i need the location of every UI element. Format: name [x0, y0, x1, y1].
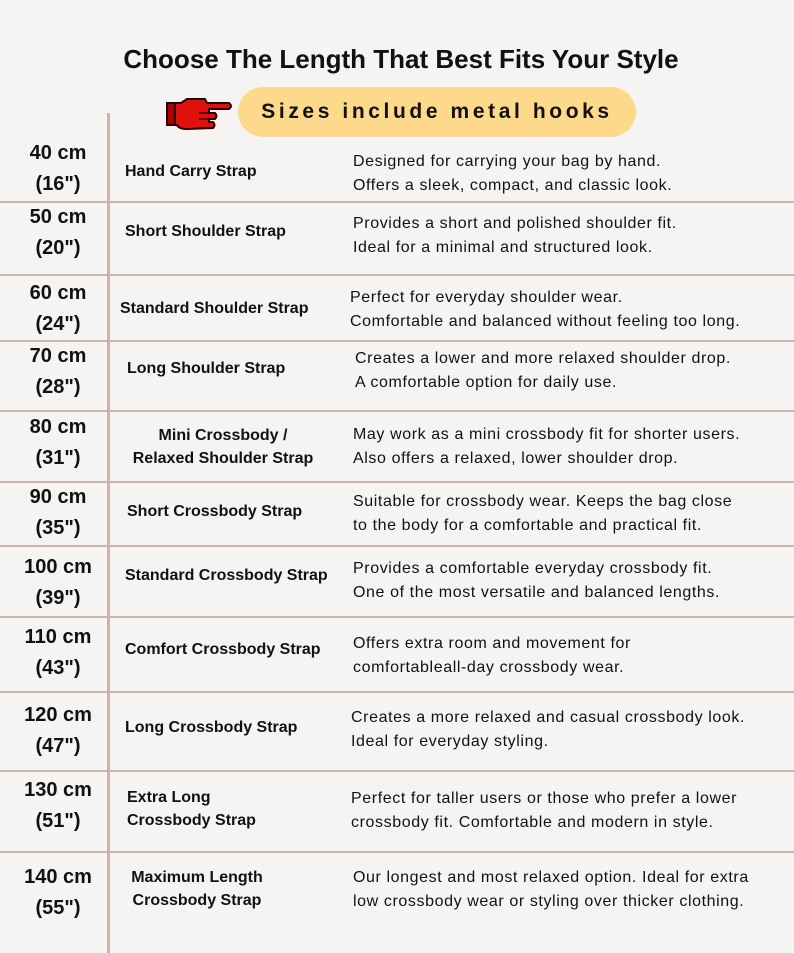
- strap-description: [353, 423, 740, 471]
- description-line: One of the most versatile and balanced lengths.: [353, 584, 721, 601]
- length-cm: 120 cm: [24, 704, 92, 726]
- length-inch: (20"): [35, 237, 81, 259]
- strap-length: [0, 622, 116, 684]
- row-divider: [0, 274, 794, 276]
- description-line: Designed for carrying your bag by hand.: [353, 153, 662, 170]
- strap-description: [355, 347, 731, 395]
- length-cm: 130 cm: [24, 779, 92, 801]
- description-line: Ideal for a minimal and structured look.: [353, 239, 653, 256]
- length-cm: 90 cm: [29, 486, 87, 508]
- length-inch: (39"): [35, 587, 81, 609]
- hooks-badge: Sizes include metal hooks: [238, 87, 636, 137]
- length-cm: 110 cm: [24, 626, 92, 648]
- strap-length: [0, 775, 116, 837]
- row-divider: [0, 545, 794, 547]
- strap-length: [0, 862, 116, 924]
- strap-description: [353, 212, 677, 260]
- strap-name: [127, 424, 319, 470]
- row-divider: [0, 481, 794, 483]
- length-inch: (35"): [35, 517, 81, 539]
- description-line: Creates a more relaxed and casual crossbody look.: [351, 709, 746, 726]
- description-line: Ideal for everyday styling.: [351, 733, 549, 750]
- strap-description: [353, 632, 631, 680]
- strap-name-line: Comfort Crossbody Strap: [125, 641, 321, 658]
- pointing-hand-icon: [165, 95, 233, 133]
- strap-name-line: Mini Crossbody /: [158, 427, 288, 444]
- strap-name: [125, 638, 321, 661]
- description-line: Offers a sleek, compact, and classic look.: [353, 177, 673, 194]
- description-line: Perfect for taller users or those who prefer a lower: [351, 790, 738, 807]
- strap-name-line: Crossbody Strap: [132, 892, 262, 909]
- description-line: Also offers a relaxed, lower shoulder drop.: [353, 450, 679, 467]
- description-line: Provides a short and polished shoulder fit.: [353, 215, 677, 232]
- length-inch: (43"): [35, 657, 81, 679]
- strap-length: [0, 202, 116, 264]
- strap-name-line: Standard Crossbody Strap: [125, 567, 328, 584]
- row-divider: [0, 616, 794, 618]
- strap-name-line: Maximum Length: [131, 869, 263, 886]
- length-cm: 40 cm: [29, 142, 87, 164]
- strap-name: [127, 500, 302, 523]
- length-inch: (47"): [35, 735, 81, 757]
- description-line: to the body for a comfortable and practical fit.: [353, 517, 702, 534]
- strap-name-line: Hand Carry Strap: [125, 163, 257, 180]
- description-line: May work as a mini crossbody fit for shorter users.: [353, 426, 741, 443]
- strap-description: [353, 150, 672, 198]
- strap-description: [350, 286, 740, 334]
- length-cm: 100 cm: [24, 556, 92, 578]
- strap-name-line: Crossbody Strap: [127, 812, 256, 829]
- strap-name: [127, 786, 256, 832]
- strap-name-line: Long Shoulder Strap: [127, 360, 286, 377]
- length-inch: (31"): [35, 447, 81, 469]
- description-line: crossbody fit. Comfortable and modern in style.: [351, 814, 714, 831]
- strap-name: [127, 866, 267, 912]
- page-title: Choose The Length That Best Fits Your Style: [123, 44, 679, 74]
- strap-description: [351, 706, 745, 754]
- strap-length: [0, 138, 116, 200]
- description-line: Creates a lower and more relaxed shoulder drop.: [355, 350, 731, 367]
- strap-name-line: Extra Long: [127, 789, 211, 806]
- description-line: low crossbody wear or styling over thicker clothing.: [353, 893, 745, 910]
- strap-description: [353, 557, 720, 605]
- row-divider: [0, 410, 794, 412]
- length-cm: 70 cm: [29, 345, 87, 367]
- row-divider: [0, 691, 794, 693]
- strap-name-line: Short Shoulder Strap: [125, 223, 286, 240]
- description-line: A comfortable option for daily use.: [355, 374, 618, 391]
- length-inch: (28"): [35, 376, 81, 398]
- length-cm: 140 cm: [24, 866, 92, 888]
- description-line: Provides a comfortable everyday crossbody fit.: [353, 560, 713, 577]
- strap-length: [0, 412, 116, 474]
- description-line: comfortableall-day crossbody wear.: [353, 659, 625, 676]
- strap-name: [125, 160, 257, 183]
- strap-length: [0, 278, 116, 340]
- strap-description: [353, 490, 732, 538]
- length-cm: 60 cm: [29, 282, 87, 304]
- description-line: Our longest and most relaxed option. Ideal for extra: [353, 869, 749, 886]
- description-line: Offers extra room and movement for: [353, 635, 631, 652]
- strap-name: [125, 564, 328, 587]
- strap-length: [0, 700, 116, 762]
- strap-name-line: Relaxed Shoulder Strap: [132, 450, 314, 467]
- strap-name: [127, 357, 285, 380]
- length-cm: 50 cm: [29, 206, 87, 228]
- strap-name: [125, 716, 297, 739]
- length-inch: (51"): [35, 810, 81, 832]
- strap-length: [0, 482, 116, 544]
- strap-length: [0, 552, 116, 614]
- strap-name: [125, 220, 286, 243]
- strap-description: [351, 787, 737, 835]
- length-inch: (16"): [35, 173, 81, 195]
- length-cm: 80 cm: [29, 416, 87, 438]
- strap-name-line: Standard Shoulder Strap: [120, 300, 309, 317]
- length-inch: (24"): [35, 313, 81, 335]
- row-divider: [0, 851, 794, 853]
- description-line: Suitable for crossbody wear. Keeps the bag close: [353, 493, 733, 510]
- description-line: Perfect for everyday shoulder wear.: [350, 289, 623, 306]
- strap-length: [0, 341, 116, 403]
- row-divider: [0, 770, 794, 772]
- strap-name-line: Short Crossbody Strap: [127, 503, 303, 520]
- strap-description: [353, 866, 749, 914]
- strap-name: [120, 297, 308, 320]
- length-inch: (55"): [35, 897, 81, 919]
- row-divider: [0, 340, 794, 342]
- description-line: Comfortable and balanced without feeling too long.: [350, 313, 741, 330]
- strap-name-line: Long Crossbody Strap: [125, 719, 298, 736]
- row-divider: [0, 201, 794, 203]
